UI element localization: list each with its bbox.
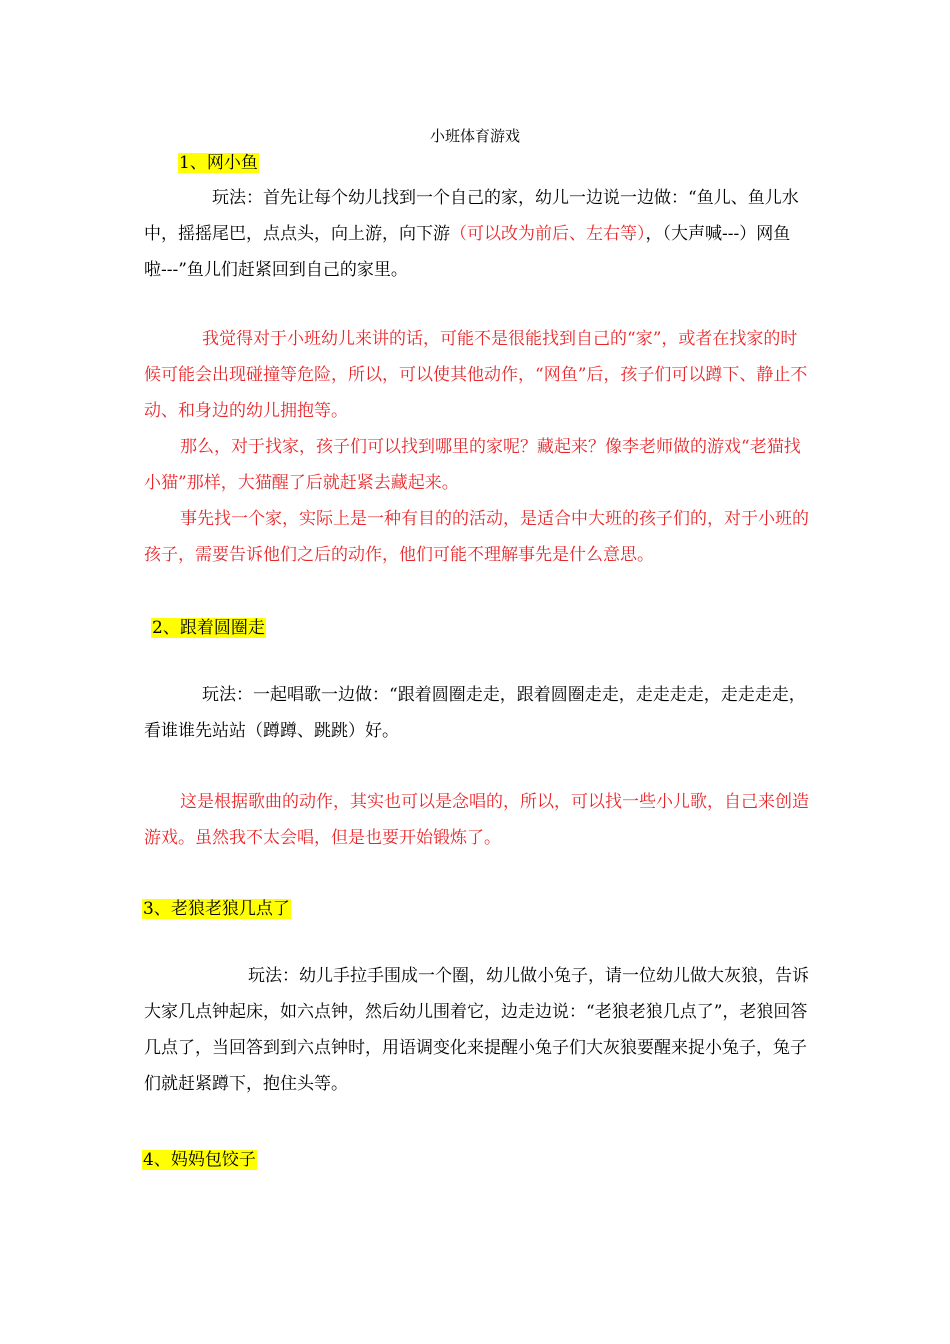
section-2-note: 这是根据歌曲的动作，其实也可以是念唱的，所以，可以找一些小儿歌，自己来创造游戏。虽然我不太会唱，但是也要开始锻炼了。 (144, 792, 809, 848)
section-1-play-text-end: ，（大声喊---）网鱼啦---”鱼儿们赶紧回到自己的家里。 (144, 224, 791, 280)
section-2-heading (151, 615, 266, 641)
section-1-play-text: 玩法：首先让每个幼儿找到一个自己的家，幼儿一边说一边做：“鱼儿、鱼儿水中，摇摇尾巴，点点头，向上游，向下游 (144, 188, 799, 244)
section-1-note-2: 那么，对于找家，孩子们可以找到哪里的家呢？藏起来？像李老师做的游戏“老猫找小猫”那样，大猫醒了后就赶紧去藏起来。 (144, 437, 801, 493)
section-4-heading (142, 1147, 257, 1173)
section-1-play-red-text: （可以改为前后、左右等） (450, 224, 646, 244)
section-2-play-paragraph: 玩法：一起唱歌一边做：“跟着圆圈走走，跟着圆圈走走，走走走走，走走走走，看谁谁先站站（蹲蹲、跳跳）好。 (144, 685, 806, 741)
section-1-heading (178, 150, 259, 176)
section-1-note-1: 我觉得对于小班幼儿来讲的话，可能不是很能找到自己的“家”，或者在找家的时候可能会出现碰撞等危险，所以，可以使其他动作，“网鱼”后，孩子们可以蹲下、静止不动、和身边的幼儿拥抱等。 (144, 329, 808, 421)
section-4-heading-text: 4、妈妈包饺子 (143, 1150, 256, 1170)
document-title: 小班体育游戏 (429, 127, 520, 145)
section-1-note-3: 事先找一个家，实际上是一种有目的的活动，是适合中大班的孩子们的，对于小班的孩子，需要告诉他们之后的动作，他们可能不理解事先是什么意思。 (144, 509, 809, 565)
section-1-heading-text: 1、网小鱼 (179, 153, 258, 173)
section-2-heading-text: 2、跟着圆圈走 (152, 618, 265, 638)
section-3-play-paragraph: 玩法：幼儿手拉手围成一个圈，幼儿做小兔子，请一位幼儿做大灰狼，告诉大家几点钟起床，如六点钟，然后幼儿围着它，边走边说：“老狼老狼几点了”，老狼回答几点了，当回答到到六点钟时，用语调变化来提醒小兔子们大灰狼要醒来捉小兔子，兔子们就赶紧蹲下，抱住头等。 (144, 966, 809, 1094)
section-1-play-paragraph (144, 180, 812, 288)
section-3-heading (142, 896, 291, 922)
section-3-heading-text: 3、老狼老狼几点了 (143, 899, 290, 919)
